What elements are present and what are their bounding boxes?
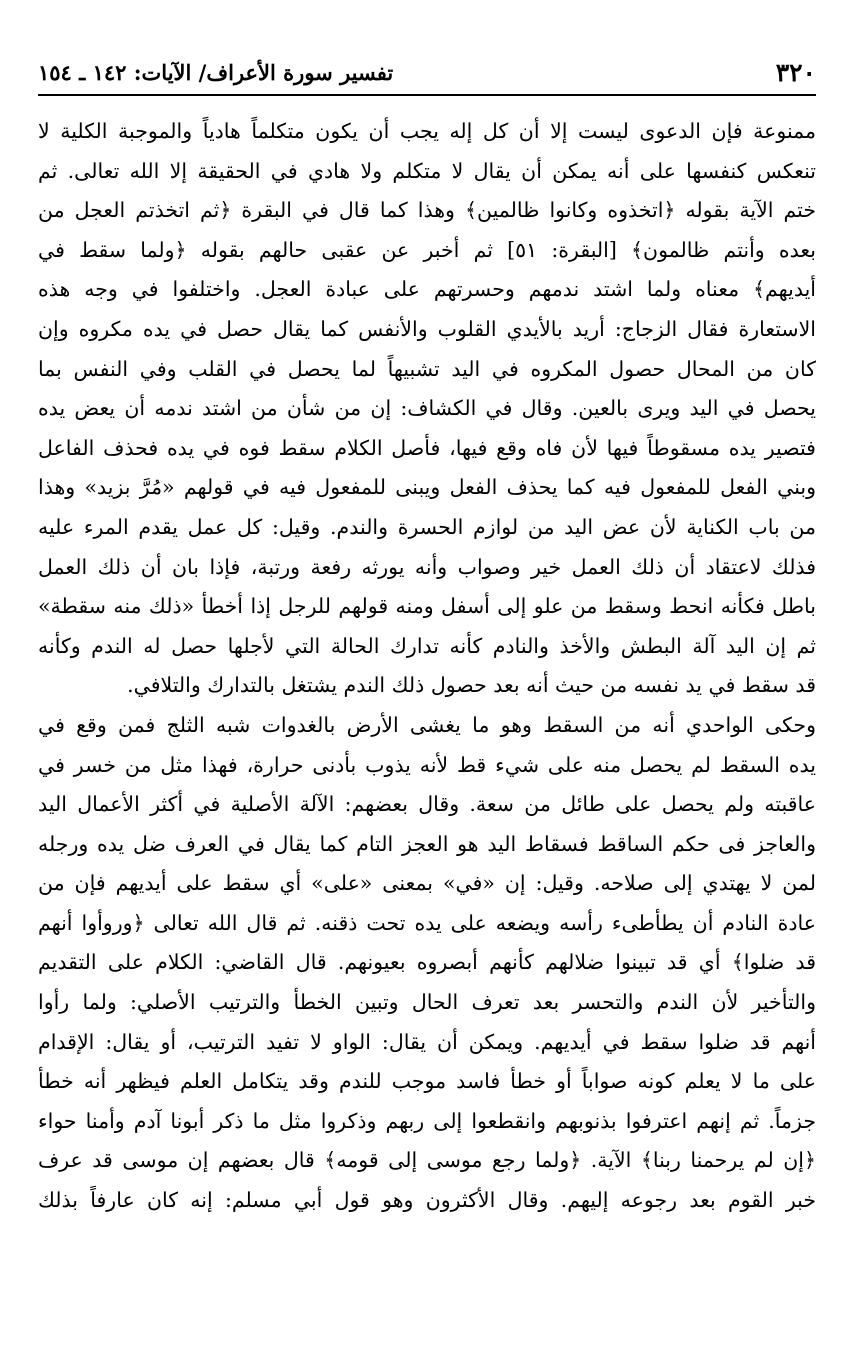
text-line: جزماً. ثم إنهم اعترفوا بذنوبهم وانقطعوا إلى ربهم وذكروا مثل ما ذكر أبونا آدم وأمنا حواء bbox=[38, 1108, 816, 1133]
text-line: الاستعارة فقال الزجاج: أريد بالأيدي القلوب والأنفس كما يقال حصل في يده مكروه وإن bbox=[38, 316, 816, 341]
page-number: ٣٢٠ bbox=[775, 57, 816, 87]
text-line: ﴿إن لم يرحمنا ربنا﴾ الآية. ﴿ولما رجع موسى إلى قومه﴾ قال بعضهم إن موسى قد عرف bbox=[38, 1148, 816, 1173]
text-line: قد ضلوا﴾ أي قد تبينوا ضلالهم كأنهم أبصروه بعيونهم. قال القاضي: الكلام على التقديم bbox=[38, 950, 816, 975]
text-line: على ما لا يعلم كونه صواباً أو خطأ فاسد موجب للندم وقد يتكامل العلم فيظهر أنه خطأ bbox=[38, 1069, 816, 1094]
text-line: وبني الفعل للمفعول فيه كما يحذف الفعل ويبنى للمفعول فيه في قولهم «مُرَّ بزيد» وهذا bbox=[38, 475, 816, 500]
text-line: من باب الكناية لأن عض اليد من لوازم الحسرة والندم. وقيل: كل عمل يقدم المرء عليه bbox=[38, 514, 816, 539]
text-line: كان من المحال حصول المكروه في اليد تشبيهاً لما يحصل في القلب وفي النفس بما bbox=[38, 356, 816, 381]
text-line: ختم الآية بقوله ﴿اتخذوه وكانوا ظالمين﴾ وهذا كما قال في البقرة ﴿ثم اتخذتم العجل من bbox=[38, 198, 816, 223]
text-line: والعاجز فى حكم الساقط فسقاط اليد هو العجز التام كما يقال في العرف ضل يده ورجله bbox=[38, 831, 816, 856]
text-line: أنهم قد ضلوا سقط في أيديهم. ويمكن أن يقال: الواو لا تفيد الترتيب، أو يقال: الإقدام bbox=[38, 1029, 816, 1054]
body-text bbox=[38, 112, 816, 1221]
text-line: أيديهم﴾ معناه ولما اشتد ندمهم وحسرتهم على عبادة العجل. واختلفوا في وجه هذه bbox=[38, 277, 816, 302]
text-line: باطل فكأنه انحط وسقط من علو إلى أسفل ومنه قولهم للرجل إذا أخطأ «ذلك منه سقطة» bbox=[38, 594, 816, 619]
text-line: يده السقط لم يحصل منه على شيء قط لأنه يذوب بأدنى حرارة، فهذا مثل من خسر في bbox=[38, 752, 816, 777]
text-line: والتأخير لأن الندم والتحسر بعد تعرف الحال وتبين الخطأ والترتيب الأصلي: ولما رأوا bbox=[38, 990, 816, 1015]
text-line: يحصل في اليد ويرى بالعين. وقال في الكشاف: إن من شأن من اشتد ندمه أن يعض يده bbox=[38, 396, 816, 421]
text-line: لمن لا يهتدي إلى صلاحه. وقيل: إن «في» بمعنى «على» أي سقط على أيديهم فإن من bbox=[38, 871, 816, 896]
text-line: وحكى الواحدي أنه من السقط وهو ما يغشى الأرض بالغدوات شبه الثلج فمن وقع في bbox=[38, 712, 816, 737]
text-line: عادة النادم أن يطأطىء رأسه ويضعه على يده تحت ذقنه. ثم قال الله تعالى ﴿وروأوا أنهم bbox=[38, 910, 816, 935]
text-line: عاقبته ولم يحصل على طائل من سعة. وقال بعضهم: الآلة الأصلية في أكثر الأعمال اليد bbox=[38, 792, 816, 817]
text-line: ممنوعة فإن الدعوى ليست إلا أن كل إله يجب أن يكون متكلماً هادياً والموجبة الكلية لا bbox=[38, 119, 816, 143]
text-line: فذلك لاعتقاد أن ذلك العمل خير وصواب وأنه يورثه رفعة ورتبة، فإذا بان أن ذلك العمل bbox=[38, 554, 816, 579]
page-header bbox=[38, 54, 816, 90]
text-line: خبر القوم بعد رجوعه إليهم. وقال الأكثرون وهو قول أبي مسلم: إنه كان عارفاً بذلك bbox=[38, 1188, 816, 1213]
header-divider bbox=[38, 94, 816, 96]
running-title: تفسير سورة الأعراف/ الآيات: ١٤٢ ـ ١٥٤ bbox=[38, 59, 394, 85]
text-line: قد سقط في يد نفسه من حيث أنه بعد حصول ذلك الندم يشتغل بالتدارك والتلافي. bbox=[127, 673, 816, 698]
text-line: ثم إن اليد آلة البطش والأخذ والنادم كأنه تدارك الحالة التي لأجلها حصل له الندم وكأنه bbox=[38, 633, 816, 658]
text-line: بعده وأنتم ظالمون﴾ [البقرة: ٥١] ثم أخبر عن عقبى حالهم بقوله ﴿ولما سقط في bbox=[38, 237, 816, 262]
text-line: فتصير يده مسقوطاً فيها لأن فاه وقع فيها، فأصل الكلام سقط فوه في يده فحذف الفاعل bbox=[38, 435, 816, 460]
text-line: تنعكس كنفسها على أنه يمكن أن يقال لا متكلم ولا هادي في الحقيقة إلا الله تعالى. ثم bbox=[38, 158, 816, 183]
